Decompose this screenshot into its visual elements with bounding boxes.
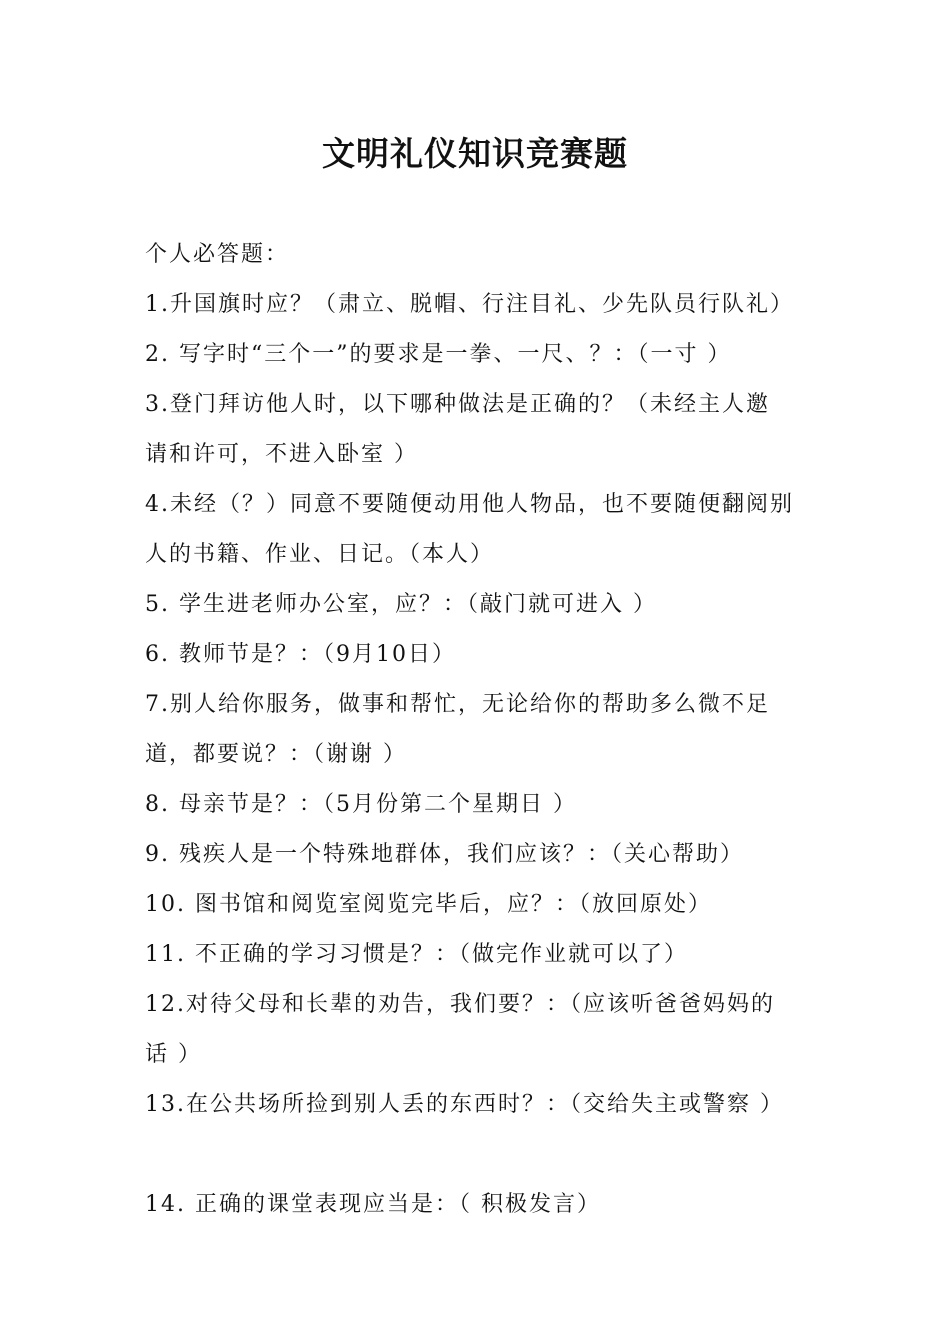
- question-9: 9. 残疾人是一个特殊地群体，我们应该？：（关心帮助）: [145, 842, 744, 867]
- question-8: 8. 母亲节是？：（5月份第二个星期日 ）: [145, 792, 577, 817]
- question-1: 1.升国旗时应？（肃立、脱帽、行注目礼、少先队员行队礼）: [145, 292, 794, 317]
- question-7-line-1: 7.别人给你服务，做事和帮忙，无论给你的帮助多么微不足: [145, 692, 770, 717]
- question-2: 2. 写字时“三个一”的要求是一拳、一尺、？：（一寸 ）: [145, 342, 732, 367]
- question-3-line-2: 请和许可，不进入卧室 ）: [145, 442, 418, 467]
- blank-line: [145, 1130, 825, 1180]
- question-11: 11. 不正确的学习习惯是？：（做完作业就可以了）: [145, 942, 688, 967]
- question-7-line-2: 道，都要说？：（谢谢 ）: [145, 742, 407, 767]
- question-12-line-1: 12.对待父母和长辈的劝告，我们要？：（应该听爸爸妈妈的: [145, 992, 775, 1017]
- section-heading: 个人必答题：: [145, 242, 290, 267]
- question-3-line-1: 3.登门拜访他人时，以下哪种做法是正确的？（未经主人邀: [145, 392, 770, 417]
- question-14: 14. 正确的课堂表现应当是：（ 积极发言）: [145, 1192, 601, 1217]
- question-6: 6. 教师节是？：（9月10日）: [145, 642, 456, 667]
- question-10: 10. 图书馆和阅览室阅览完毕后，应？：（放回原处）: [145, 892, 712, 917]
- question-12-line-2: 话 ）: [145, 1042, 202, 1067]
- question-list: [145, 230, 825, 1230]
- document-title: 文明礼仪知识竞赛题: [322, 134, 628, 173]
- question-13: 13.在公共场所捡到别人丢的东西时？：（交给失主或警察 ）: [145, 1092, 784, 1117]
- question-4-line-2: 人的书籍、作业、日记。（本人）: [145, 542, 495, 567]
- question-4-line-1: 4.未经（？）同意不要随便动用他人物品，也不要随便翻阅别: [145, 492, 794, 517]
- question-5: 5. 学生进老师办公室，应？：（敲门就可进入 ）: [145, 592, 657, 617]
